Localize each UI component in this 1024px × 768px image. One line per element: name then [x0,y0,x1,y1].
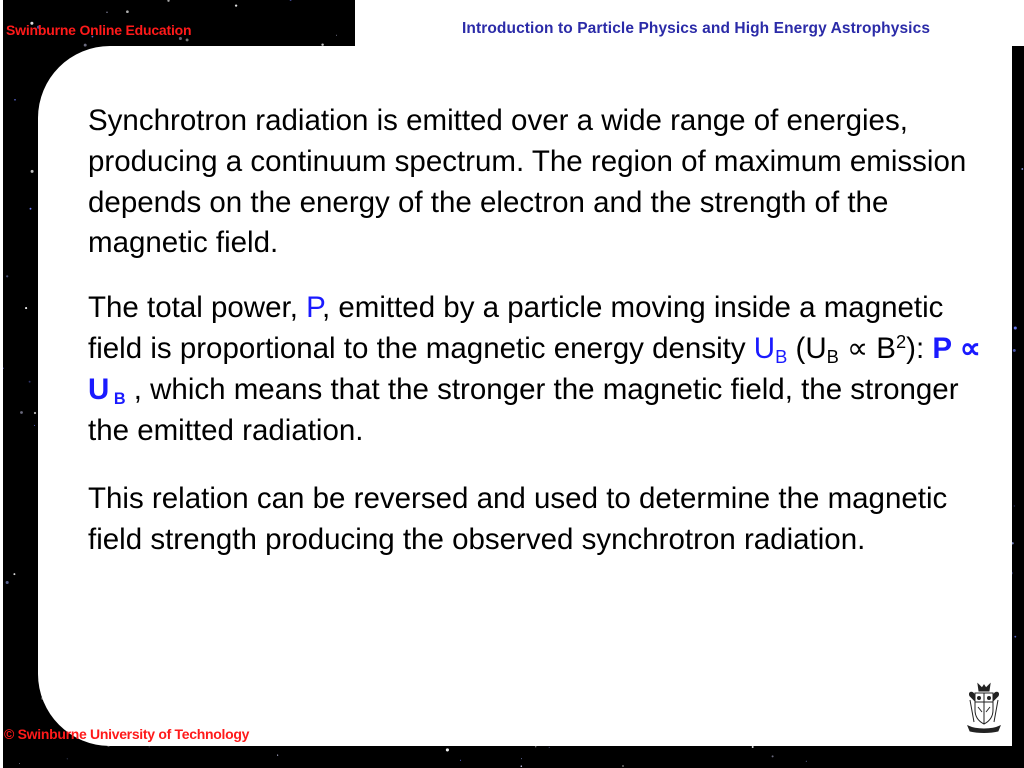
star [25,307,27,309]
star [521,765,523,767]
star [126,10,129,13]
star [1014,636,1016,638]
star [235,4,237,6]
paren-open: (U [787,331,827,365]
star [84,44,87,47]
copyright-label: © Swinburne University of Technology [4,726,250,742]
star [30,208,32,210]
paragraph-3: This relation can be reversed and used to determine the magnetic field strength producing the observed synchrotron radiation. [88,482,948,557]
star [34,412,36,414]
star [6,581,9,584]
paren-close: ): [906,331,933,365]
star [460,760,461,761]
star [1014,505,1015,506]
star [521,758,522,759]
energy-density-symbol: U [753,331,776,365]
star [149,746,150,747]
star [336,35,337,36]
field-exponent: 2 [895,330,907,352]
star [752,746,754,748]
star [290,0,292,1]
relation-power: P [932,331,952,365]
paragraph-2-text-c: , which means that the stronger the magnetic field, the stronger the emitted radiation. [88,372,959,447]
relation-subscript: B [109,389,126,408]
star [67,758,68,759]
paragraph-1: Synchrotron radiation is emitted over a wide range of energies, producing a continuum spectrum. The region of maximum emission depends on the energy of the electron and the strength of the magnetic field. [88,104,967,260]
star [446,748,449,751]
star [622,765,624,767]
star [14,99,16,101]
star [1021,168,1023,170]
paragraph-2-text-b: , emitted by a particle moving inside a magnetic field is proportional to the magnetic energy density [88,291,944,365]
star [31,170,34,173]
paragraph-2-text-a: The total power, [88,291,307,325]
star [535,746,536,747]
star [806,761,807,762]
power-symbol: P [306,291,322,325]
left-border [0,0,3,768]
star [19,763,20,764]
star [1014,326,1017,329]
star [167,0,169,2]
star [1013,349,1016,352]
relation-energy-density: U [88,372,110,406]
paragraph-2 [88,288,988,451]
brand-label: Swinburne Online Education [6,22,192,38]
star [29,381,31,383]
star [277,755,278,756]
relation-proportional: ∝ [951,331,981,365]
star [13,573,15,575]
slide-content [88,101,988,585]
star [20,411,23,414]
star [772,755,774,757]
course-title: Introduction to Particle Physics and High Energy Astrophysics [462,20,931,37]
star [106,12,107,13]
star [6,275,8,277]
proportional-to-field: ∝ B [838,331,896,365]
star [186,38,189,41]
paren-subscript: B [826,346,839,368]
energy-density-subscript: B [775,346,788,368]
star [34,425,35,426]
university-crest-icon [964,682,1004,734]
star [549,747,550,748]
